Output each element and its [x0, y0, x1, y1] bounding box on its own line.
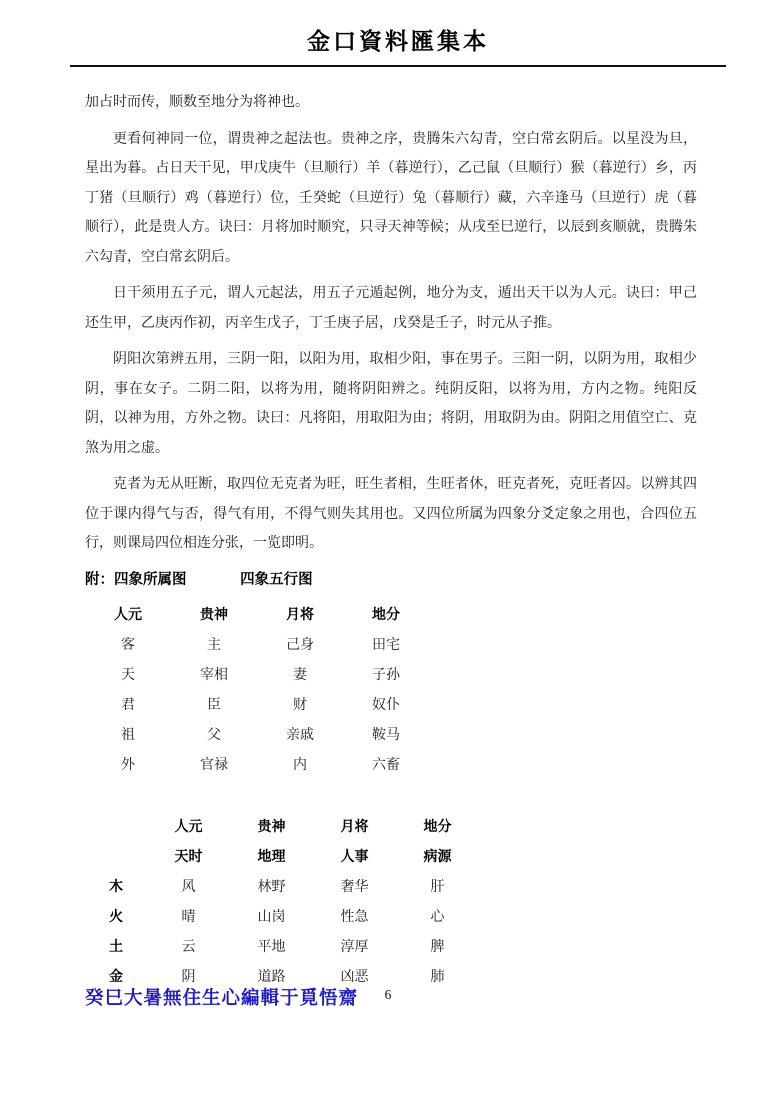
paragraph: 日干须用五子元，谓人元起法，用五子元遁起例，地分为支，遁出天干以为人元。诀曰：甲己还生甲，乙庚丙作初，丙辛生戊子，丁壬庚子居，戊癸是壬子，时元从子推。 [85, 286, 697, 331]
paragraph: 更看何神同一位，谓贵神之起法也。贵神之序，贵腾朱六勾青，空白常玄阴后。以星没为旦，星出为暮。占日天干见，甲戊庚牛（旦顺行）羊（暮逆行），乙己鼠（旦顺行）猴（暮逆行）乡，丙丁猪（旦顺行）鸡（暮逆行）位，壬癸蛇（旦逆行）兔（暮顺行）藏，六辛逢马（旦逆行）虎（暮顺行），此是贵人方。诀曰：月将加时顺究，只寻天神等候；从戌至巳逆行，以辰到亥顺就，贵腾朱六勾青，空白常玄阴后。 [85, 131, 697, 265]
table-header: 地分 [372, 608, 400, 624]
table-row [85, 751, 429, 781]
table-cell: 子孙 [372, 668, 400, 684]
table-cell: 宰相 [200, 668, 228, 684]
row-label: 木 [109, 880, 123, 896]
table-cell: 鞍马 [372, 728, 400, 744]
row-label: 土 [109, 940, 123, 956]
table-header: 月将 [340, 820, 369, 836]
table-cell: 晴 [181, 910, 196, 926]
table-cell: 臣 [207, 698, 221, 714]
table-cell: 外 [121, 758, 135, 774]
figure-caption [85, 566, 697, 596]
table-cell: 心 [430, 910, 445, 926]
table-cell: 云 [181, 940, 196, 956]
table-cell: 己身 [286, 638, 314, 654]
table-cell: 脾 [430, 940, 445, 956]
table-header: 人事 [340, 850, 369, 866]
table-header-row [85, 843, 479, 873]
paragraph: 阴阳次第辨五用，三阴一阳，以阳为用，取相少阳，事在男子。三阳一阴，以阴为用，取相少阴，事在女子。二阴二阳，以将为用，随将阴阳辨之。纯阴反阳，以将为用，方内之物。纯阳反阴，以神为用，方外之物。诀曰：凡将阳，用取阳为由；将阴，用取阴为由。阴阳之用值空亡、克煞为用之虚。 [85, 352, 697, 456]
header-divider [70, 65, 726, 67]
table-cell: 淳厚 [340, 940, 369, 956]
table-cell: 亲戚 [286, 728, 314, 744]
table-header: 人元 [114, 608, 142, 624]
page-number: 6 [384, 987, 392, 1002]
table-cell: 肝 [430, 880, 445, 896]
page-title: 金口資料匯集本 [307, 29, 489, 54]
table-row [85, 933, 479, 963]
four-aspects-table [85, 601, 429, 781]
page-header [70, 28, 726, 67]
table-header: 贵神 [200, 608, 228, 624]
table-cell: 阴 [181, 970, 196, 986]
paragraph: 克者为无从旺断，取四位无克者为旺，旺生者相，生旺者休，旺克者死，克旺者囚。以辨其四位于课内得气与否，得气有用，不得气则失其用也。又四位所属为四象分爻定象之用也，合四位五行，则课局四位相连分张，一览即明。 [85, 477, 697, 551]
table-row [85, 873, 479, 903]
table-cell: 平地 [257, 940, 286, 956]
table-header: 人元 [174, 820, 203, 836]
table-cell: 风 [181, 880, 196, 896]
table-cell: 六畜 [372, 758, 400, 774]
table-header: 月将 [286, 608, 314, 624]
caption-four-elements: 四象五行图 [240, 571, 313, 588]
table-header: 地分 [423, 820, 452, 836]
table-cell: 妻 [293, 668, 307, 684]
five-elements-table [85, 813, 479, 993]
table-row [85, 691, 429, 721]
table-corner [85, 813, 147, 843]
paragraph: 加占时而传，顺数至地分为将神也。 [85, 95, 309, 110]
row-label: 火 [109, 910, 123, 926]
table-cell: 天 [121, 668, 135, 684]
table-cell: 主 [207, 638, 221, 654]
table-cell: 奢华 [340, 880, 369, 896]
table-row [85, 721, 429, 751]
table-row [85, 661, 429, 691]
table-corner [85, 843, 147, 873]
editor-colophon: 癸巳大暑無住生心編輯于覓悟齋 [85, 987, 359, 1008]
table-header: 贵神 [257, 820, 286, 836]
table-cell: 林野 [257, 880, 286, 896]
table-cell: 田宅 [372, 638, 400, 654]
table-header-row [85, 813, 479, 843]
row-label: 金 [109, 970, 123, 986]
table-cell: 肺 [430, 970, 445, 986]
table-cell: 奴仆 [372, 698, 400, 714]
caption-four-aspects: 附：四象所属图 [85, 571, 187, 588]
table-cell: 财 [293, 698, 307, 714]
table-cell: 内 [293, 758, 307, 774]
table-header-row [85, 601, 429, 631]
table-cell: 山岗 [257, 910, 286, 926]
table-row [85, 903, 479, 933]
table-cell: 性急 [340, 910, 369, 926]
table-header: 天时 [174, 850, 203, 866]
body-text [85, 88, 697, 993]
table-cell: 道路 [257, 970, 286, 986]
table-cell: 父 [207, 728, 221, 744]
table-header: 病源 [423, 850, 452, 866]
table-cell: 凶恶 [340, 970, 369, 986]
table-cell: 官禄 [200, 758, 228, 774]
table-cell: 祖 [121, 728, 135, 744]
table-cell: 客 [121, 638, 135, 654]
table-row [85, 631, 429, 661]
table-cell: 君 [121, 698, 135, 714]
table-header: 地理 [257, 850, 286, 866]
